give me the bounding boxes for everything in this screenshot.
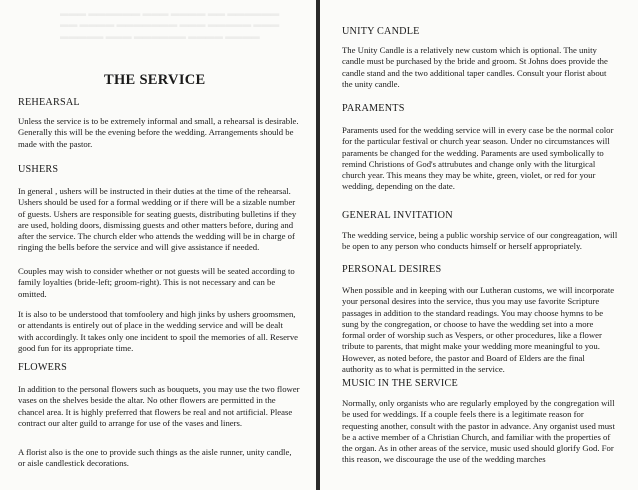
paragraph-ushers-conduct: It is also to be understood that tomfoolery and high jinks by ushers groomsmen, or attendants is entirely out of place in the wedding service and will be dealt with accordingly. It takes only one incident to spoil the memories of all. Reserve good fun for its appropriate time.	[18, 309, 299, 353]
paragraph-ushers-duties: In general , ushers will be instructed in their duties at the time of the rehearsal. Ushers should be used for a formal wedding or if there will be a sizable number of guests. Ushers are responsible for seating guests, distributing bulletins if they are used, holding doors, dismissing guests and other matters before, during and after the service. The church elder who attends the wedding will be in charge of ringing the bells before the service and will give assistance if needed.	[18, 186, 297, 253]
paragraph-paraments: Paraments used for the wedding service will in every case be the normal color for the particular festival or church year season. Under no circumstances will paraments be changed for the wedding. Paraments are used symbolically to remind Christions of God's attrubutes and change only with the liturgical church year. This means they may be white, green, violet, or red for your wedding, depending on the date.	[342, 125, 614, 192]
heading-music: MUSIC IN THE SERVICE	[342, 378, 458, 389]
heading-unity-candle: UNITY CANDLE	[342, 26, 420, 37]
paragraph-unity-candle: The Unity Candle is a relatively new custom which is optional. The unity candle must be purchased by the bride and groom. St Johns does provide the candle stand and the two additional taper candles. Consult your florist about the unity candle.	[342, 45, 608, 89]
page-title: THE SERVICE	[104, 72, 206, 88]
paragraph-music: Normally, only organists who are regularly employed by the congregation will be used for weddings. If a couple feels there is a legitimate reason for requesting another, consult with the pastor in advance. Any organist used must be a active member of a Christian Church, and familiar with the properties of the organ. As in other areas of the service, music used should glorify God. For this reason, we discourage the use of the wedding marches	[342, 398, 615, 465]
paragraph-florist: A florist also is the one to provide such things as the aisle runner, unity candle, or aisle candlestick decorations.	[18, 447, 292, 469]
paragraph-general-invitation: The wedding service, being a public worship service of our congreagation, will be open to any person who conducts himself or herself appropriately.	[342, 230, 618, 252]
heading-general-invitation: GENERAL INVITATION	[342, 210, 453, 221]
paragraph-flowers: In addition to the personal flowers such as bouquets, you may use the two flower vases on the shelves beside the altar. No other flowers are permitted in the chancel area. It is highly preferred that flowers be real and not artificial. Please contract our alter guild to arrange for use of the vases and liners.	[18, 384, 300, 428]
left-page	[0, 0, 316, 490]
heading-flowers: FLOWERS	[18, 362, 67, 373]
right-page	[320, 0, 638, 490]
bleed-through-text: ▬▬▬ ▬▬▬▬▬▬ ▬▬▬ ▬▬▬▬ ▬▬ ▬▬▬▬▬▬ ▬▬ ▬▬▬▬ ▬▬▬▬▬▬▬ ▬▬▬ ▬▬▬▬▬ ▬▬▬ ▬▬▬▬▬ ▬▬▬ ▬▬▬▬▬▬ ▬▬▬▬ ▬▬▬▬	[60, 8, 280, 41]
heading-paraments: PARAMENTS	[342, 103, 405, 114]
heading-rehearsal: REHEARSAL	[18, 97, 80, 108]
paragraph-personal-desires: When possible and in keeping with our Lutheran customs, we will incorporate your personal desires into the service, thus you may use favorite Scripture passages in addition to the standard readings. You may choose hymns to be sung by the congregation, or choose to have the wedding set into a more formal order of worship such as Vespers, or other procedures, like a flower tribute to parents, that might make your wedding more meaningful to you. However, as noted before, the pastor and Board of Elders are the final authority as to what is permitted in the service.	[342, 285, 615, 375]
heading-ushers: USHERS	[18, 164, 59, 175]
paragraph-rehearsal: Unless the service is to be extremely informal and small, a rehearsal is desirable. Generally this will be the evening before the wedding. Arrangements should be made with the pastor.	[18, 116, 299, 149]
heading-personal-desires: PERSONAL DESIRES	[342, 264, 442, 275]
paragraph-ushers-seating: Couples may wish to consider whether or not guests will be seated according to family loyalties (bride-left; groom-right). This is not necessary and can be omitted.	[18, 266, 295, 299]
